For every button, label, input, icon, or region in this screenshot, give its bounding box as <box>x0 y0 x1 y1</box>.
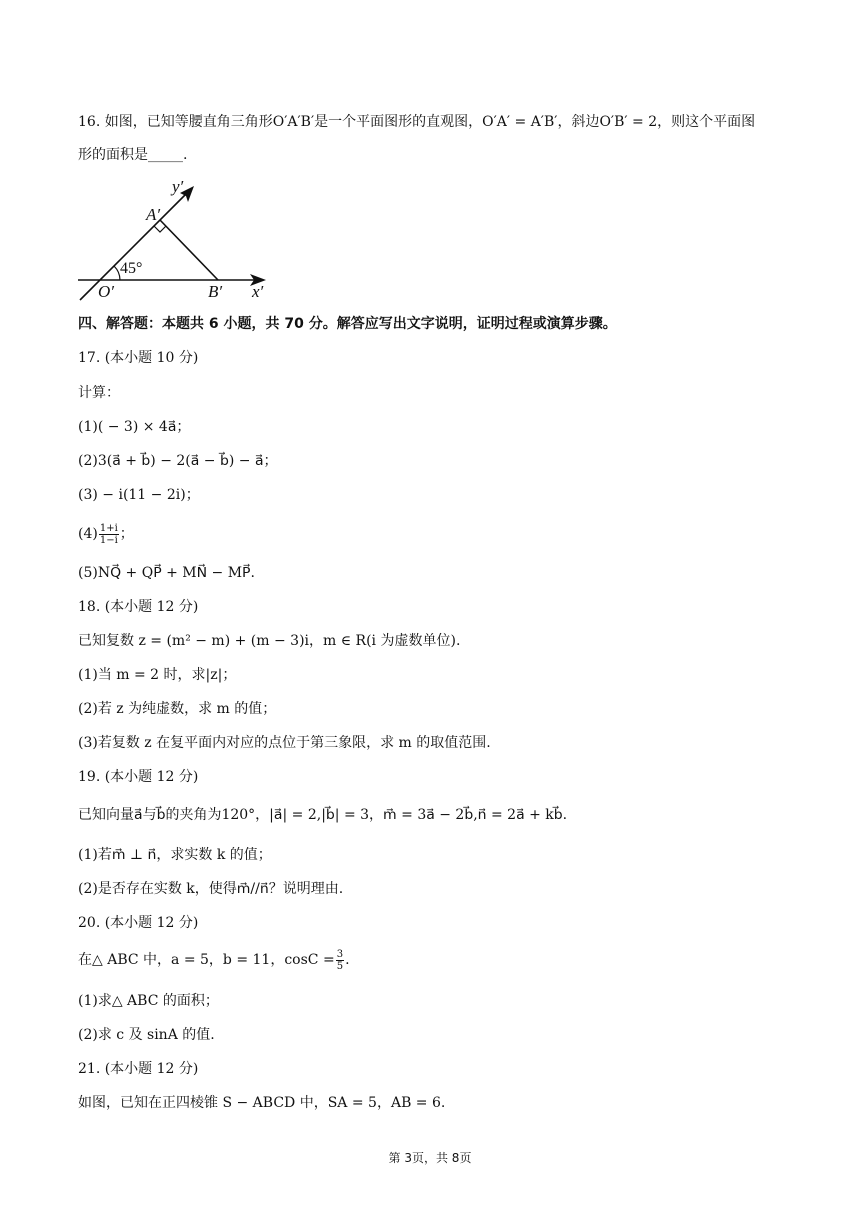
q20-intro-numerator: 3 <box>336 948 344 960</box>
q18-item-1: (1)当 m = 2 时，求|z|； <box>78 667 237 683</box>
q17-item-4-numerator: 1+i <box>99 522 118 534</box>
q18-item-2: (2)若 z 为纯虚数，求 m 的值； <box>78 701 277 717</box>
q20-item-1: (1)求△ ABC 的面积； <box>78 993 219 1009</box>
q18-header: 18. (本小题 12 分) <box>78 599 199 615</box>
label-a-prime: A′ <box>146 205 161 224</box>
q16-text-line1: 16. 如图，已知等腰直角三角形O′A′B′是一个平面图形的直观图，O′A′ = A′B′，斜边O′B′ = 2，则这个平面图 <box>78 114 756 130</box>
oblique-triangle-figure <box>76 178 276 304</box>
q17-item-1: (1)( − 3) × 4a⃗； <box>78 419 191 435</box>
y-axis-line <box>80 190 190 300</box>
q17-item-4 <box>78 520 788 548</box>
q17-item-3: (3) − i(11 − 2i)； <box>78 487 200 503</box>
right-angle-mark <box>154 226 166 232</box>
q17-intro: 计算： <box>78 385 120 401</box>
q20-intro <box>78 946 788 974</box>
label-y-prime: y′ <box>172 177 184 196</box>
q20-header: 20. (本小题 12 分) <box>78 915 199 931</box>
q17-item-2: (2)3(a⃗ + b⃗) − 2(a⃗ − b⃗) − a⃗； <box>78 453 278 469</box>
q21-intro: 如图，已知在正四棱锥 S − ABCD 中，SA = 5，AB = 6. <box>78 1095 446 1111</box>
q17-item-5: (5)NQ⃗ + QP⃗ + MN⃗ − MP⃗. <box>78 565 255 581</box>
q20-intro-suffix: . <box>345 952 350 968</box>
q17-header: 17. (本小题 10 分) <box>78 350 199 366</box>
page-footer: 第 3页，共 8页 <box>388 1151 472 1165</box>
q19-intro: 已知向量a⃗与b⃗的夹角为120°，|a⃗| = 2,|b⃗| = 3，m⃗ = 3a⃗ − 2b⃗,n⃗ = 2a⃗ + kb⃗. <box>78 807 568 823</box>
section-4-heading: 四、解答题：本题共 6 小题，共 70 分。解答应写出文字说明，证明过程或演算步骤。 <box>78 316 617 332</box>
segment-ab <box>160 220 218 280</box>
q19-header: 19. (本小题 12 分) <box>78 769 199 785</box>
label-angle-45: 45° <box>120 260 143 277</box>
q18-item-3: (3)若复数 z 在复平面内对应的点位于第三象限，求 m 的取值范围. <box>78 735 491 751</box>
q17-item-4-suffix: ； <box>119 526 134 542</box>
q18-intro: 已知复数 z = (m² − m) + (m − 3)i，m ∈ R(i 为虚数单位). <box>78 633 461 649</box>
label-b-prime: B′ <box>208 282 223 301</box>
q20-intro-fraction <box>336 949 344 972</box>
label-x-prime: x′ <box>252 282 264 301</box>
q16-text-line2: 形的面积是_____. <box>78 147 188 163</box>
q20-intro-prefix: 在△ ABC 中，a = 5，b = 11，cosC = <box>78 952 335 968</box>
q20-intro-denominator: 5 <box>336 960 344 972</box>
label-o-prime: O′ <box>98 282 114 301</box>
q17-item-4-fraction <box>99 523 119 546</box>
q19-item-1: (1)若m⃗ ⊥ n⃗，求实数 k 的值； <box>78 847 272 863</box>
q17-item-4-prefix: (4) <box>78 526 98 542</box>
q21-header: 21. (本小题 12 分) <box>78 1061 199 1077</box>
q20-item-2: (2)求 c 及 sinA 的值. <box>78 1027 215 1043</box>
q19-item-2: (2)是否存在实数 k，使得m⃗//n⃗？说明理由. <box>78 881 344 897</box>
q17-item-4-denominator: 1−i <box>99 534 118 546</box>
